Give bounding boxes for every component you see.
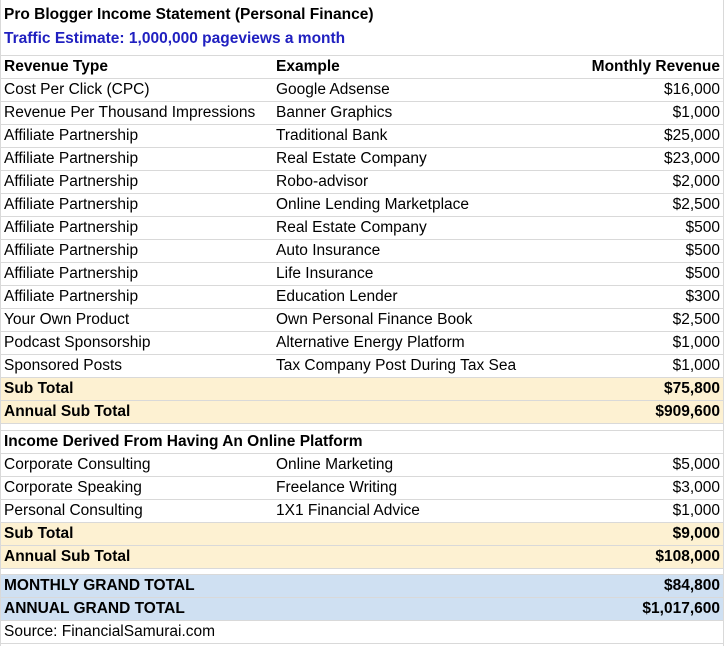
subtotal-value: $9,000 — [672, 525, 720, 542]
cell-monthly-revenue: $300 — [685, 288, 720, 305]
cell-revenue-type: Revenue Per Thousand Impressions — [4, 104, 256, 121]
cell-monthly-revenue: $500 — [685, 265, 720, 282]
cell-example: Tax Company Post During Tax Sea — [276, 357, 517, 374]
cell-monthly-revenue: $5,000 — [672, 456, 720, 473]
cell-example: Online Lending Marketplace — [276, 196, 470, 213]
cell-monthly-revenue: $1,000 — [672, 334, 720, 351]
table-row — [0, 355, 724, 378]
table-row — [0, 332, 724, 355]
annual-grand-total-label: ANNUAL GRAND TOTAL — [4, 600, 185, 617]
table-row — [0, 240, 724, 263]
table-row — [0, 309, 724, 332]
table-row — [0, 102, 724, 125]
table-row — [0, 477, 724, 500]
annual-grand-total-value: $1,017,600 — [642, 600, 720, 617]
header-revenue-type: Revenue Type — [4, 58, 108, 75]
cell-revenue-type: Affiliate Partnership — [4, 242, 139, 259]
cell-example: Auto Insurance — [276, 242, 381, 259]
cell-example: Google Adsense — [276, 81, 390, 98]
cell-example: Education Lender — [276, 288, 398, 305]
cell-monthly-revenue: $2,500 — [672, 311, 720, 328]
platform-annual-subtotal-row — [0, 546, 724, 569]
platform-subtotal-row — [0, 523, 724, 546]
page-title: Pro Blogger Income Statement (Personal Finance) — [4, 6, 374, 23]
table-row — [0, 286, 724, 309]
cell-example: Banner Graphics — [276, 104, 393, 121]
table-row — [0, 125, 724, 148]
cell-example: Real Estate Company — [276, 219, 427, 236]
table-row — [0, 454, 724, 477]
cell-example: Alternative Energy Platform — [276, 334, 465, 351]
cell-revenue-type: Affiliate Partnership — [4, 196, 139, 213]
cell-revenue-type: Corporate Consulting — [4, 456, 151, 473]
cell-example: Online Marketing — [276, 456, 394, 473]
table-row — [0, 263, 724, 286]
subtotal-label: Sub Total — [4, 380, 74, 397]
annual-subtotal-label: Annual Sub Total — [4, 548, 131, 565]
cell-example: Traditional Bank — [276, 127, 388, 144]
table-row — [0, 217, 724, 240]
cell-revenue-type: Affiliate Partnership — [4, 219, 139, 236]
cell-monthly-revenue: $1,000 — [672, 502, 720, 519]
cell-example: Robo-advisor — [276, 173, 369, 190]
cell-revenue-type: Sponsored Posts — [4, 357, 123, 374]
source-note: Source: FinancialSamurai.com — [4, 623, 216, 640]
cell-example: Life Insurance — [276, 265, 374, 282]
cell-revenue-type: Affiliate Partnership — [4, 127, 139, 144]
column-divider — [0, 0, 1, 646]
traffic-estimate-subtitle: Traffic Estimate: 1,000,000 pageviews a month — [4, 30, 346, 47]
cell-revenue-type: Personal Consulting — [4, 502, 143, 519]
annual-subtotal-value: $909,600 — [655, 403, 720, 420]
cell-example: Freelance Writing — [276, 479, 398, 496]
table-row — [0, 171, 724, 194]
cell-monthly-revenue: $2,500 — [672, 196, 720, 213]
cell-example: Own Personal Finance Book — [276, 311, 473, 328]
annual-subtotal-label: Annual Sub Total — [4, 403, 131, 420]
table-row — [0, 148, 724, 171]
cell-revenue-type: Your Own Product — [4, 311, 130, 328]
cell-monthly-revenue: $2,000 — [672, 173, 720, 190]
cell-monthly-revenue: $1,000 — [672, 104, 720, 121]
cell-revenue-type: Corporate Speaking — [4, 479, 142, 496]
annual-grand-total-row — [0, 598, 724, 621]
cell-revenue-type: Affiliate Partnership — [4, 173, 139, 190]
cell-monthly-revenue: $1,000 — [672, 357, 720, 374]
cell-example: Real Estate Company — [276, 150, 427, 167]
subtotal-value: $75,800 — [663, 380, 720, 397]
spacer-row — [0, 424, 724, 431]
cell-monthly-revenue: $25,000 — [663, 127, 720, 144]
subtotal-label: Sub Total — [4, 525, 74, 542]
cell-monthly-revenue: $3,000 — [672, 479, 720, 496]
table-row — [0, 194, 724, 217]
cell-revenue-type: Affiliate Partnership — [4, 265, 139, 282]
cell-monthly-revenue: $500 — [685, 242, 720, 259]
monthly-grand-total-row — [0, 575, 724, 598]
revenue-subtotal-row — [0, 378, 724, 401]
platform-header-label: Income Derived From Having An Online Platform — [4, 433, 363, 450]
cell-monthly-revenue: $16,000 — [663, 81, 720, 98]
monthly-grand-total-value: $84,800 — [663, 577, 720, 594]
table-row — [0, 79, 724, 102]
column-header-row — [0, 56, 724, 79]
platform-section-header — [0, 431, 724, 454]
source-row — [0, 621, 724, 644]
annual-subtotal-value: $108,000 — [655, 548, 720, 565]
revenue-annual-subtotal-row — [0, 401, 724, 424]
header-example: Example — [276, 58, 340, 75]
cell-monthly-revenue: $23,000 — [663, 150, 720, 167]
cell-revenue-type: Cost Per Click (CPC) — [4, 81, 150, 98]
cell-example: 1X1 Financial Advice — [276, 502, 420, 519]
cell-monthly-revenue: $500 — [685, 219, 720, 236]
header-monthly-revenue: Monthly Revenue — [591, 58, 720, 75]
monthly-grand-total-label: MONTHLY GRAND TOTAL — [4, 577, 195, 594]
table-row — [0, 500, 724, 523]
cell-revenue-type: Affiliate Partnership — [4, 288, 139, 305]
cell-revenue-type: Affiliate Partnership — [4, 150, 139, 167]
cell-revenue-type: Podcast Sponsorship — [4, 334, 151, 351]
column-divider — [723, 0, 724, 646]
